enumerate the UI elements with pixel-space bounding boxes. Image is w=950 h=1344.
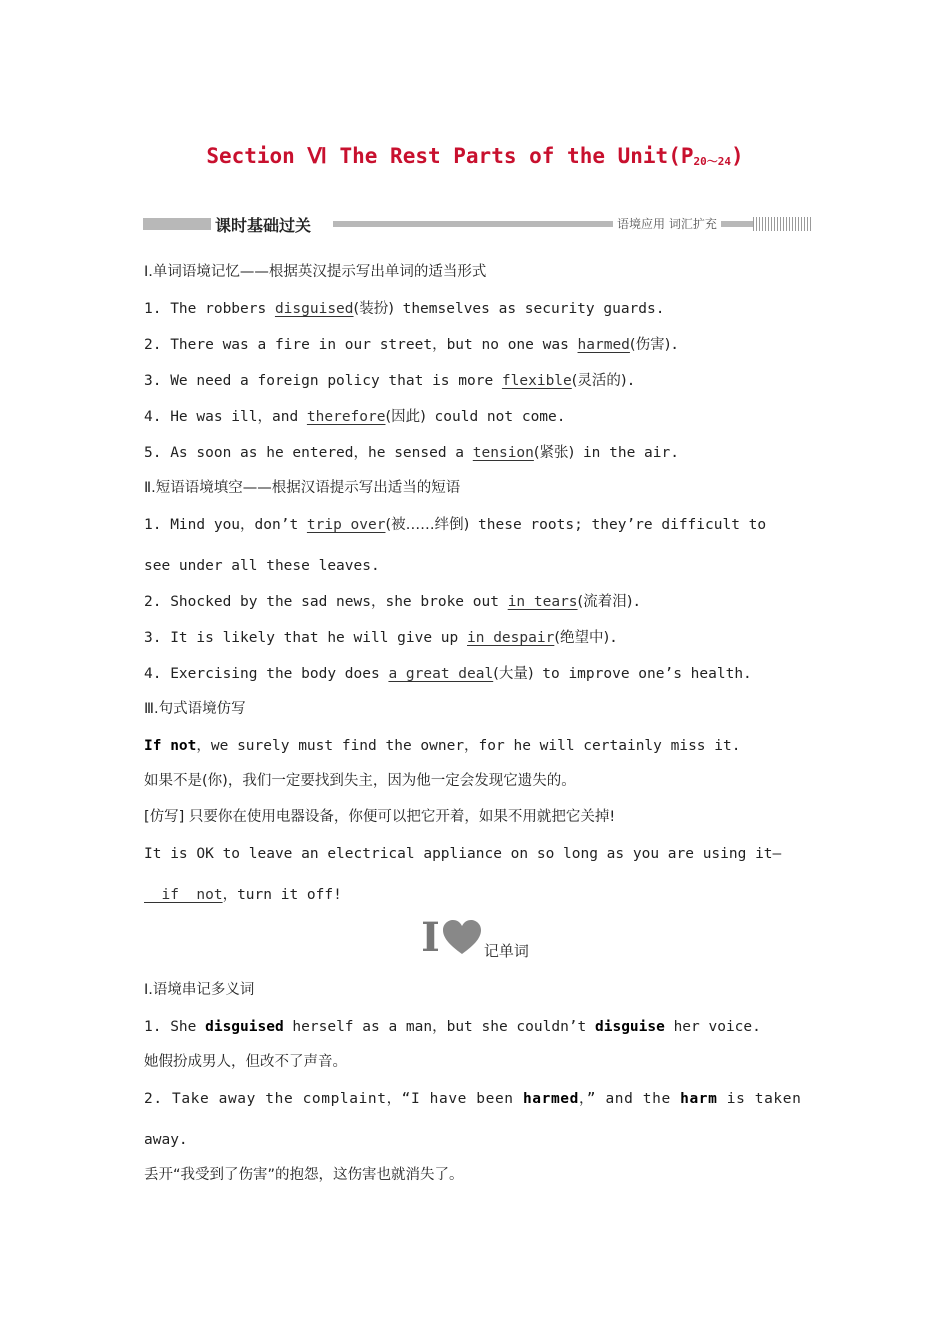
answer: tension <box>472 445 534 461</box>
heart-icon <box>442 920 482 956</box>
part4-heading: Ⅰ.语境串记多义词 <box>144 982 255 998</box>
answer: in tears <box>507 594 578 610</box>
part3-imitate-cn: [仿写] 只要你在使用电器设备，你便可以把它开着，如果不用就把它关掉! <box>144 809 616 825</box>
answer: in despair <box>467 630 555 646</box>
answer: therefore <box>306 409 386 425</box>
answer: harmed <box>577 337 630 353</box>
title-text: Section Ⅵ The Rest Parts of the Unit(P <box>206 144 694 168</box>
answer: flexible <box>501 373 572 389</box>
answer: disguised <box>274 301 354 317</box>
part3-heading: Ⅲ.句式语境仿写 <box>144 701 246 717</box>
banner-bar-left <box>143 218 211 230</box>
part1-item-1: 1. The robbers disguised(装扮) themselves as security guards. <box>144 301 665 317</box>
answer: trip over <box>306 517 386 533</box>
title-close: ) <box>731 144 744 168</box>
part2-item-2: 2. Shocked by the sad news，she broke out in tears(流着泪). <box>144 594 642 610</box>
banner-stripes <box>753 217 813 231</box>
answer: a great deal <box>388 666 494 682</box>
part4-sentence-2-cn: 丢开“我受到了伤害”的抱怨，这伤害也就消失了。 <box>144 1167 464 1183</box>
section-banner <box>143 213 813 235</box>
vocab-header <box>0 914 950 961</box>
part1-item-2: 2. There was a fire in our street，but no one was harmed(伤害). <box>144 337 679 353</box>
title-page-range: 20～24 <box>693 155 731 168</box>
banner-subtitle: 语境应用 词汇扩充 <box>613 215 721 232</box>
part3-example: If not，we surely must find the owner，for he will certainly miss it. <box>144 738 741 754</box>
part4-sentence-2: 2. Take away the complaint，“I have been harmed，” and the harm is taken <box>144 1091 802 1107</box>
part3-answer: if not，turn it off! <box>144 887 342 903</box>
vocab-header-letter: I <box>421 914 440 961</box>
part3-imitate-en: It is OK to leave an electrical appliance on so long as you are using it— <box>144 846 782 862</box>
part2-item-1-cont: see under all these leaves. <box>144 558 380 574</box>
section-title <box>0 144 950 169</box>
banner-label: 课时基础过关 <box>215 216 312 235</box>
part1-heading: Ⅰ.单词语境记忆——根据英汉提示写出单词的适当形式 <box>144 264 487 280</box>
part1-item-5: 5. As soon as he entered，he sensed a tension(紧张) in the air. <box>144 445 679 461</box>
part4-sentence-2-cont: away. <box>144 1132 188 1148</box>
part2-item-4: 4. Exercising the body does a great deal(大量) to improve one’s health. <box>144 666 752 682</box>
part1-item-4: 4. He was ill，and therefore(因此) could not come. <box>144 409 566 425</box>
part1-item-3: 3. We need a foreign policy that is more flexible(灵活的). <box>144 373 636 389</box>
part4-sentence-1: 1. She disguised herself as a man，but she couldn’t disguise her voice. <box>144 1019 761 1035</box>
part2-item-1: 1. Mind you，don’t trip over(被……绊倒) these roots; they’re difficult to <box>144 517 767 533</box>
part4-sentence-1-cn: 她假扮成男人，但改不了声音。 <box>144 1054 347 1070</box>
vocab-header-label: 记单词 <box>483 942 529 960</box>
part3-example-cn: 如果不是(你)，我们一定要找到失主，因为他一定会发现它遗失的。 <box>144 773 576 789</box>
part2-heading: Ⅱ.短语语境填空——根据汉语提示写出适当的短语 <box>144 480 461 496</box>
part2-item-3: 3. It is likely that he will give up in despair(绝望中). <box>144 630 618 646</box>
answer: if not <box>144 887 223 903</box>
